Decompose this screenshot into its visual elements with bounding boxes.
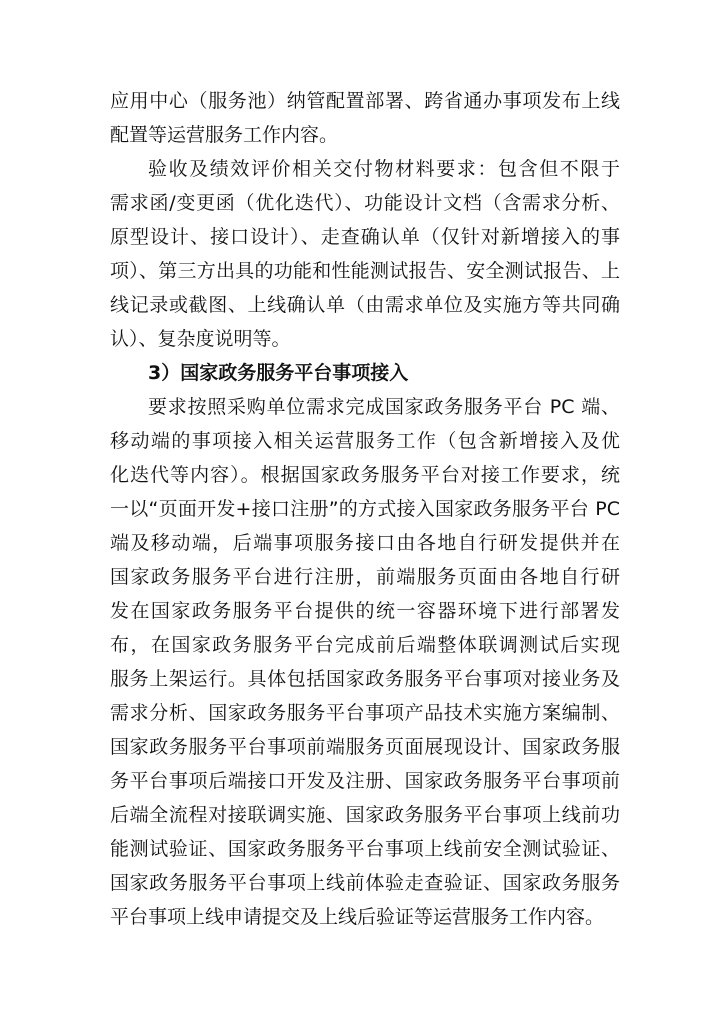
paragraph-line: 后端全流程对接联调实施、国家政务服务平台事项上线前功 xyxy=(110,804,620,826)
paragraph-line: 国家政务服务平台事项上线前体验走查验证、国家政务服务 xyxy=(110,872,620,894)
paragraph-line: 务平台事项后端接口开发及注册、国家政务服务平台事项前 xyxy=(110,770,620,792)
paragraph-line: 平台事项上线申请提交及上线后验证等运营服务工作内容。 xyxy=(110,906,605,928)
paragraph-line: 应用中心（服务池）纳管配置部署、跨省通办事项发布上线 xyxy=(110,90,620,112)
paragraph-line: 移动端的事项接入相关运营服务工作（包含新增接入及优 xyxy=(110,430,620,452)
paragraph-line: 发在国家政务服务平台提供的统一容器环境下进行部署发 xyxy=(110,600,620,622)
paragraph-line: 验收及绩效评价相关交付物材料要求：包含但不限于 xyxy=(148,158,620,180)
paragraph-line: 服务上架运行。具体包括国家政务服务平台事项对接业务及 xyxy=(110,668,620,690)
paragraph-line: 端及移动端，后端事项服务接口由各地自行研发提供并在 xyxy=(110,532,620,554)
paragraph-line: 要求按照采购单位需求完成国家政务服务平台 PC 端、 xyxy=(148,396,620,418)
paragraph-line: 国家政务服务平台事项前端服务页面展现设计、国家政务服 xyxy=(110,736,620,758)
paragraph-line: 布，在国家政务服务平台完成前后端整体联调测试后实现 xyxy=(110,634,620,656)
paragraph-line: 线记录或截图、上线确认单（由需求单位及实施方等共同确 xyxy=(110,294,620,316)
paragraph-line: 需求函/变更函（优化迭代）、功能设计文档（含需求分析、 xyxy=(110,192,620,214)
paragraph-line: 项）、第三方出具的功能和性能测试报告、安全测试报告、上 xyxy=(110,260,620,282)
section-heading: 3）国家政务服务平台事项接入 xyxy=(148,362,409,384)
paragraph-line: 国家政务服务平台进行注册，前端服务页面由各地自行研 xyxy=(110,566,620,588)
paragraph-line: 认）、复杂度说明等。 xyxy=(110,328,291,350)
paragraph-line: 原型设计、接口设计）、走查确认单（仅针对新增接入的事 xyxy=(110,226,620,248)
paragraph-line: 一以“页面开发+接口注册”的方式接入国家政务服务平台 PC xyxy=(110,498,620,520)
paragraph-line: 配置等运营服务工作内容。 xyxy=(110,124,339,146)
paragraph-line: 能测试验证、国家政务服务平台事项上线前安全测试验证、 xyxy=(110,838,620,860)
paragraph-line: 需求分析、国家政务服务平台事项产品技术实施方案编制、 xyxy=(110,702,620,724)
paragraph-line: 化迭代等内容）。根据国家政务服务平台对接工作要求，统 xyxy=(110,464,620,486)
